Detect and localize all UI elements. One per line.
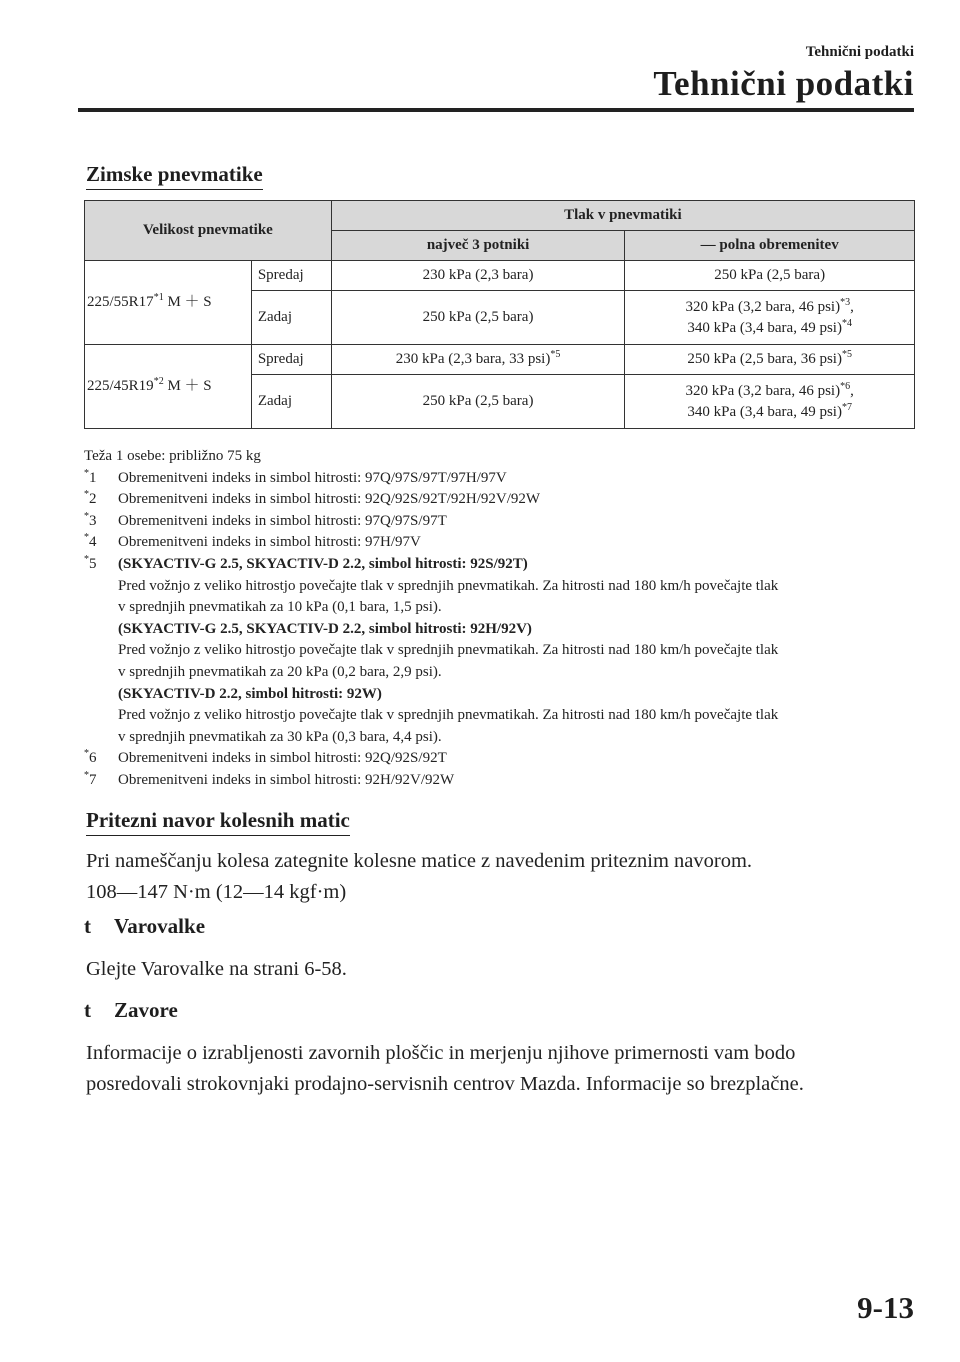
footnote-text: Obremenitveni indeks in simbol hitrosti: 97Q/97S/97T/97H/97V: [118, 469, 507, 486]
footnote: [84, 511, 914, 533]
brakes-heading: [80, 998, 178, 1023]
footnote-text: Obremenitveni indeks in simbol hitrosti: 92Q/92S/92T: [118, 750, 447, 767]
tire-pressure-table: [84, 200, 915, 429]
footnote-line: v sprednjih pnevmatikah za 30 kPa (0,3 bara, 4,4 psi).: [118, 728, 442, 745]
brakes-text: [86, 1038, 916, 1100]
pressure-value: 230 kPa (2,3 bara): [422, 267, 534, 283]
footnote: [84, 770, 914, 792]
footnote-text: Obremenitveni indeks in simbol hitrosti: 97Q/97S/97T: [118, 512, 447, 529]
pressure-value: 250 kPa (2,5 bara, 36 psi): [687, 351, 842, 367]
pressure-cell: [625, 345, 915, 375]
footnote-text: Obremenitveni indeks in simbol hitrosti: 97H/97V: [118, 534, 421, 551]
section-bullet-icon: t: [84, 998, 91, 1022]
position-front: Spredaj: [251, 261, 331, 291]
footnote: [84, 532, 914, 554]
footnote-line: v sprednjih pnevmatikah za 20 kPa (0,2 bara, 2,9 psi).: [118, 663, 442, 680]
pressure-cell: [331, 345, 625, 375]
torque-line: Pri nameščanju kolesa zategnite kolesne matice z navedenim priteznim navorom.: [86, 850, 753, 872]
tire-size: 225/55R17: [87, 294, 154, 310]
footnote-ref: *2: [153, 376, 164, 387]
pressure-value: 340 kPa (3,4 bara, 49 psi): [687, 319, 842, 336]
pressure-cell: 250 kPa (2,5 bara): [331, 375, 625, 429]
footnote-line: Pred vožnjo z veliko hitrostjo povečajte tlak v sprednjih pnevmatikah. Za hitrosti nad 180 km/h povečajte tlak: [118, 577, 779, 594]
footnote-marker: *2: [84, 489, 97, 508]
separator: ,: [850, 382, 854, 399]
fuses-text: Glejte Varovalke na strani 6-58.: [86, 958, 347, 980]
separator: ,: [850, 298, 854, 315]
tire-size-cell: [85, 261, 252, 345]
torque-text: [86, 846, 916, 908]
torque-value: 108―147 N·m (12―14 kgf·m): [86, 881, 347, 903]
brakes-line: posredovali strokovnjaki prodajno-servisnih centrov Mazda. Informacije so brezplačne.: [86, 1073, 804, 1095]
table-row: [85, 261, 915, 291]
pressure-cell: [625, 375, 915, 429]
position-rear: Zadaj: [251, 375, 331, 429]
pressure-value: 320 kPa (3,2 bara, 46 psi): [685, 298, 841, 315]
header-full-load: — polna obremenitev: [625, 231, 915, 261]
footnote-line: Pred vožnjo z veliko hitrostjo povečajte tlak v sprednjih pnevmatikah. Za hitrosti nad 180 km/h povečajte tlak: [118, 642, 779, 659]
header-tire-pressure: Tlak v pnevmatiki: [331, 201, 914, 231]
footnote: [84, 748, 914, 770]
weight-note: Teža 1 osebe: približno 75 kg: [84, 448, 261, 464]
footnote-marker: *7: [84, 769, 97, 788]
pressure-value: 320 kPa (3,2 bara, 46 psi): [685, 382, 841, 399]
footnote-ref: *7: [841, 401, 852, 413]
footnote-ref: *3: [840, 296, 851, 308]
tire-size-cell: [85, 345, 252, 429]
footnote-line: v sprednjih pnevmatikah za 10 kPa (0,1 bara, 1,5 psi).: [118, 599, 442, 616]
fuses-heading: [80, 914, 205, 939]
footnote-ref: *5: [550, 349, 561, 360]
header-tire-size: Velikost pnevmatike: [85, 201, 332, 261]
table-header-row: [85, 201, 915, 231]
footnote: [84, 468, 914, 490]
tire-size-suffix: M ＋ S: [163, 294, 212, 310]
header-rule: [78, 108, 914, 112]
pressure-cell: [331, 261, 625, 291]
winter-tires-title: Zimske pnevmatike: [86, 162, 263, 190]
footnote-marker: *4: [84, 532, 97, 551]
footnotes: [84, 446, 914, 792]
tire-size-suffix: M ＋ S: [163, 378, 212, 394]
footnote-line: Pred vožnjo z veliko hitrostjo povečajte tlak v sprednjih pnevmatikah. Za hitrosti nad 180 km/h povečajte tlak: [118, 707, 779, 724]
footnote-ref: *4: [841, 317, 852, 329]
header-section-label: Tehnični podatki: [805, 44, 914, 60]
fuses-title: Varovalke: [114, 914, 206, 938]
pressure-cell: [625, 261, 915, 291]
torque-title: Pritezni navor kolesnih matic: [86, 808, 350, 836]
footnote-ref: *1: [153, 292, 164, 303]
header-title: Tehnični podatki: [653, 64, 914, 103]
footnote-marker: *1: [84, 467, 97, 486]
footnote-subheading: (SKYACTIV-D 2.2, simbol hitrosti: 92W): [118, 685, 382, 702]
footnote-subheading: (SKYACTIV-G 2.5, SKYACTIV-D 2.2, simbol hitrosti: 92S/92T): [118, 555, 528, 572]
tire-size: 225/45R19: [87, 378, 154, 394]
footnote-text: [118, 554, 914, 748]
position-rear: Zadaj: [251, 291, 331, 345]
pressure-value: 230 kPa (2,3 bara, 33 psi): [395, 351, 551, 367]
page-number: 9-13: [857, 1290, 914, 1325]
pressure-cell: 250 kPa (2,5 bara): [331, 291, 625, 345]
pressure-cell: [625, 291, 915, 345]
position-front: Spredaj: [251, 345, 331, 375]
footnote: [84, 489, 914, 511]
header-up-to-3: največ 3 potniki: [331, 231, 625, 261]
footnote-text: Obremenitveni indeks in simbol hitrosti: 92Q/92S/92T/92H/92V/92W: [118, 491, 541, 508]
footnote-ref: *5: [841, 349, 852, 360]
footnote-text: Obremenitveni indeks in simbol hitrosti: 92H/92V/92W: [118, 771, 455, 788]
footnote-subheading: (SKYACTIV-G 2.5, SKYACTIV-D 2.2, simbol hitrosti: 92H/92V): [118, 620, 532, 637]
brakes-line: Informacije o izrabljenosti zavornih ploščic in merjenju njihove primernosti vam bodo: [86, 1042, 796, 1064]
footnote-marker: *3: [84, 510, 97, 529]
footnote-marker: *5: [84, 553, 97, 572]
footnote-ref: *6: [840, 380, 851, 392]
brakes-title: Zavore: [114, 998, 178, 1022]
pressure-value: 250 kPa (2,5 bara): [714, 267, 826, 283]
footnote: [84, 554, 914, 748]
footnote-marker: *6: [84, 748, 97, 767]
table-row: [85, 345, 915, 375]
pressure-value: 340 kPa (3,4 bara, 49 psi): [687, 403, 842, 420]
section-bullet-icon: t: [84, 914, 91, 938]
